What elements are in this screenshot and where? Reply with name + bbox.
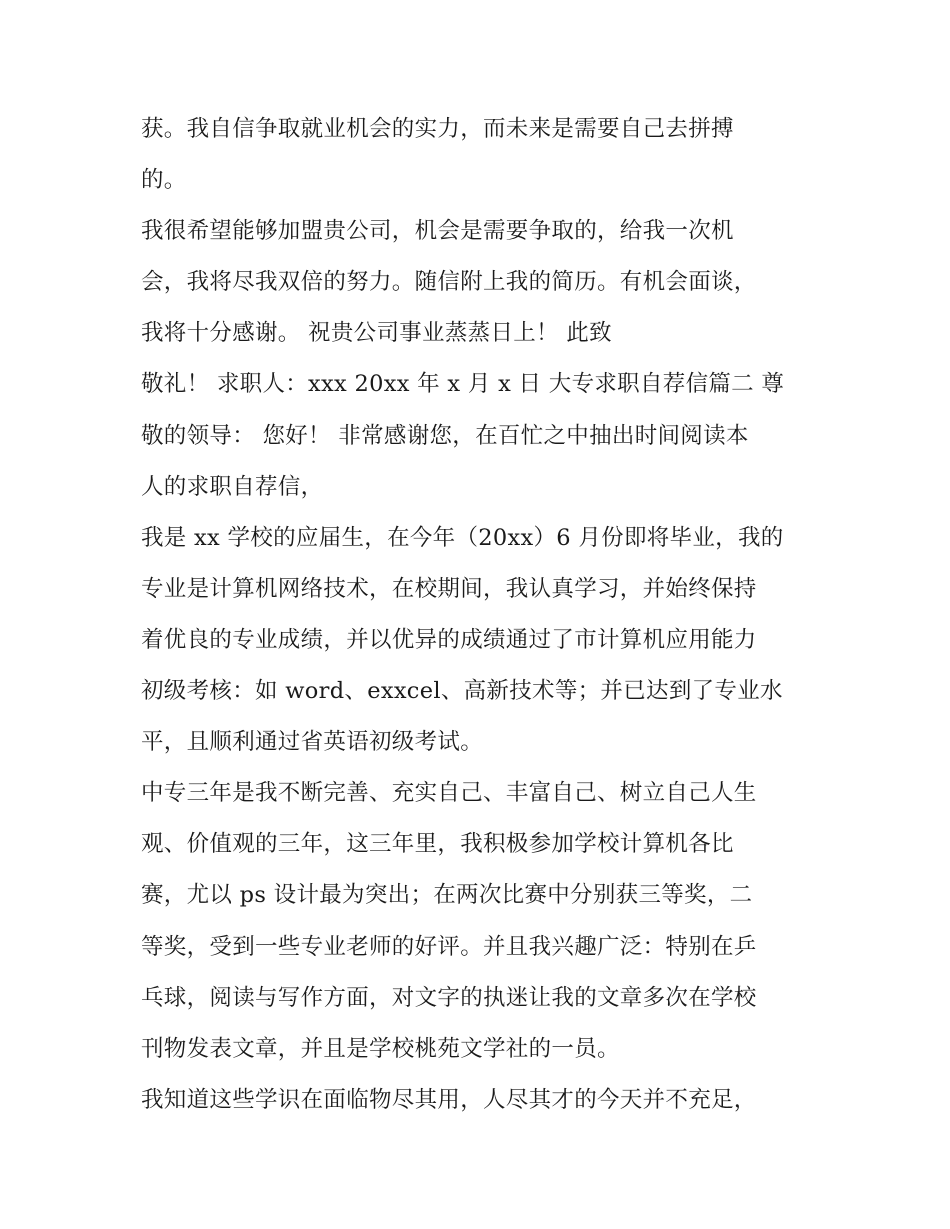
text-line: 人的求职自荐信， bbox=[141, 473, 324, 500]
text-line: 刊物发表文章，并且是学校桃苑文学社的一员。 bbox=[141, 1035, 620, 1062]
text-line: 中专三年是我不断完善、充实自己、丰富自己、树立自己人生 bbox=[141, 780, 757, 807]
text-line: 赛，尤以 ps 设计最为突出；在两次比赛中分别获三等奖，二 bbox=[141, 882, 753, 909]
text-line: 专业是计算机网络技术，在校期间，我认真学习，并始终保持 bbox=[141, 575, 757, 602]
text-line: 获。我自信争取就业机会的实力，而未来是需要自己去拼搏 bbox=[141, 116, 734, 142]
text-line: 我很希望能够加盟贵公司，机会是需要争取的，给我一次机 bbox=[141, 218, 734, 245]
text-line: 初级考核：如 word、exxcel、高新技术等；并已达到了专业水 bbox=[141, 678, 783, 705]
text-line: 会，我将尽我双倍的努力。随信附上我的简历。有机会面谈， bbox=[141, 269, 757, 296]
text-line: 着优良的专业成绩，并以优异的成绩通过了市计算机应用能力 bbox=[141, 626, 757, 653]
text-line: 我将十分感谢。 祝贵公司事业蒸蒸日上！ 此致 bbox=[141, 320, 612, 347]
text-line: 我知道这些学识在面临物尽其用，人尽其才的今天并不充足， bbox=[141, 1086, 757, 1113]
text-line: 乓球，阅读与写作方面，对文字的执迷让我的文章多次在学校 bbox=[141, 984, 757, 1011]
text-line: 的。 bbox=[141, 167, 187, 194]
text-line: 敬的领导： 您好！ 非常感谢您，在百忙之中抽出时间阅读本 bbox=[141, 422, 749, 449]
text-line: 平，且顺利通过省英语初级考试。 bbox=[141, 729, 484, 756]
text-line: 我是 xx 学校的应届生，在今年（20xx）6 月份即将毕业，我的 bbox=[141, 524, 784, 551]
letter-body bbox=[141, 104, 821, 1126]
text-line: 敬礼！ 求职人：xxx 20xx 年 x 月 x 日 大专求职自荐信篇二 尊 bbox=[141, 371, 785, 398]
text-line: 等奖，受到一些专业老师的好评。并且我兴趣广泛：特别在乒 bbox=[141, 933, 757, 960]
text-line: 观、价值观的三年，这三年里，我积极参加学校计算机各比 bbox=[141, 831, 734, 858]
